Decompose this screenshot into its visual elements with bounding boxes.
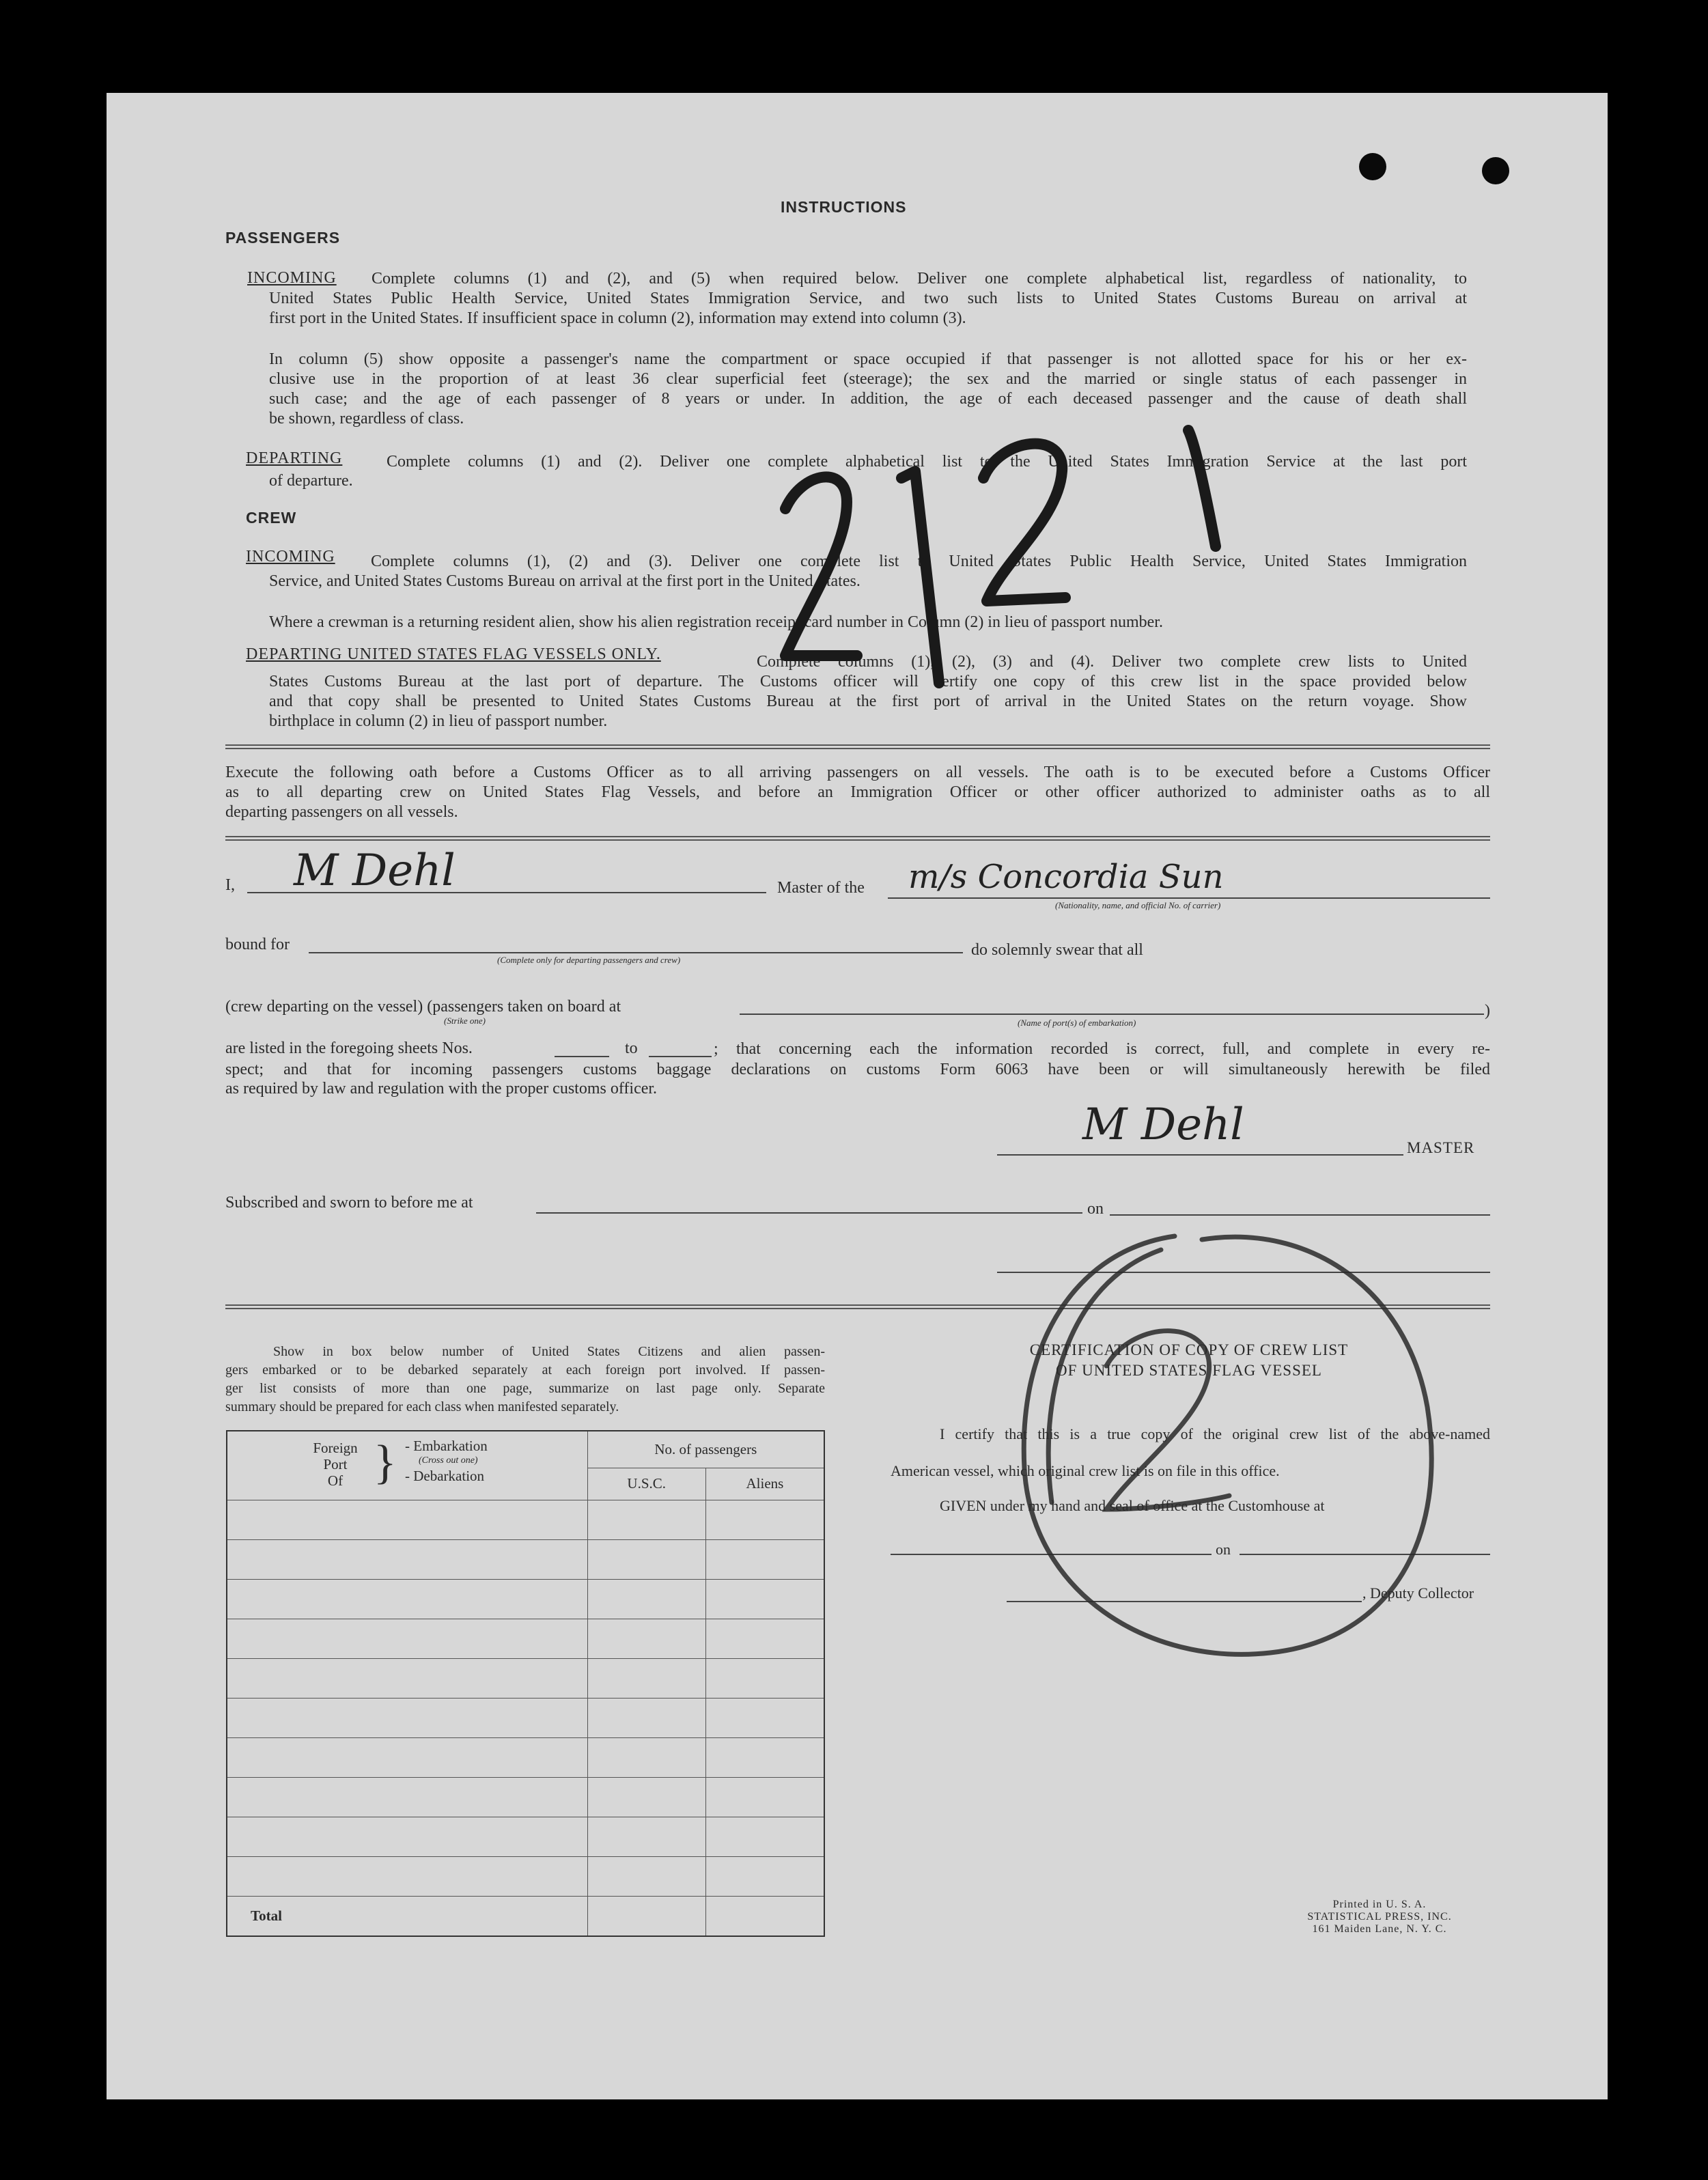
column5-text: clusive use in the proportion of at least 36 clear superficial feet (steerage); the sex and the married or single status of each passenger in bbox=[269, 370, 1467, 388]
ports-caption: (Name of port(s) of embarkation) bbox=[1018, 1018, 1136, 1028]
passengers-incoming-label: INCOMING bbox=[247, 269, 337, 287]
passengers-incoming-text: Complete columns (1) and (2), and (5) when required below. Deliver one complete alphabetical list, regardless of nationality, to bbox=[372, 270, 1467, 288]
printer-line: 161 Maiden Lane, N. Y. C. bbox=[1312, 1923, 1447, 1935]
debarkation-option[interactable]: - Debarkation bbox=[405, 1468, 485, 1484]
passengers-departing-text: of departure. bbox=[269, 472, 353, 490]
total-label: Total bbox=[227, 1897, 587, 1937]
strike-one-caption: (Strike one) bbox=[444, 1016, 486, 1026]
deputy-collector-label: , Deputy Collector bbox=[1362, 1584, 1474, 1602]
passengers-incoming-text: first port in the United States. If insufficient space in column (2), information may extend into column (3). bbox=[269, 309, 966, 327]
oath-intro: as to all departing crew on United States Flag Vessels, and before an Immigration Officer or other officer authorized to administer oaths as to all bbox=[225, 783, 1490, 801]
circled-numeral-stroke bbox=[1106, 1331, 1229, 1509]
usc-header: U.S.C. bbox=[587, 1468, 705, 1500]
numeral-2-stroke bbox=[983, 444, 1065, 601]
i-label: I, bbox=[225, 876, 235, 894]
crew-incoming-text: Complete columns (1), (2) and (3). Deliver one complete list to United States Public Health Service, United States Immigration bbox=[371, 553, 1467, 570]
crew-incoming-text: Service, and United States Customs Bureau on arrival at the first port in the United States. bbox=[269, 572, 860, 590]
crew-departing-text: and that copy shall be presented to United States Customs Bureau at the first port of arrival in the United States on the return voyage. Show bbox=[269, 693, 1467, 710]
numeral-1-stroke bbox=[1188, 430, 1216, 546]
printer-line: Printed in U. S. A. bbox=[1332, 1899, 1427, 1910]
crew-departing-label: DEPARTING UNITED STATES FLAG VESSELS ONLY. bbox=[246, 645, 661, 663]
master-label: MASTER bbox=[1407, 1139, 1475, 1156]
port-label: Port bbox=[323, 1456, 348, 1472]
oath-intro: departing passengers on all vessels. bbox=[225, 803, 458, 821]
master-of-the-label: Master of the bbox=[777, 879, 865, 897]
listed-text: as required by law and regulation with the proper customs officer. bbox=[225, 1080, 658, 1098]
given-text: GIVEN under my hand and seal of office at the Customhouse at bbox=[940, 1497, 1325, 1514]
master-signature: M Dehl bbox=[294, 846, 456, 896]
listed-text: ; that concerning each the information recorded is correct, full, and complete in every re- bbox=[714, 1040, 1490, 1058]
certification-title-line: CERTIFICATION OF COPY OF CREW LIST bbox=[1029, 1341, 1349, 1358]
vessel-name: m/s Concordia Sun bbox=[908, 858, 1224, 896]
slash-stroke bbox=[901, 471, 939, 683]
printer-line: STATISTICAL PRESS, INC. bbox=[1307, 1911, 1452, 1923]
passengers-departing-label: DEPARTING bbox=[246, 449, 343, 467]
certify-text: American vessel, which original crew list is on file in this office. bbox=[891, 1462, 1280, 1479]
brace-icon: } bbox=[374, 1436, 397, 1489]
certification-title-line: OF UNITED STATES FLAG VESSEL bbox=[1056, 1362, 1322, 1379]
crew-departing-text: birthplace in column (2) in lieu of passport number. bbox=[269, 712, 608, 730]
vessel-caption: (Nationality, name, and official No. of carrier) bbox=[1055, 900, 1221, 910]
embarkation-option[interactable]: - Embarkation bbox=[405, 1438, 488, 1454]
listed-text: spect; and that for incoming passengers customs baggage declarations on customs Form 6063 have been or will simultaneously herewith be filed bbox=[225, 1061, 1490, 1078]
page-title: INSTRUCTIONS bbox=[781, 198, 907, 216]
circled-mark bbox=[1024, 1236, 1431, 1654]
summary-intro: Show in box below number of United States Citizens and alien passen- bbox=[273, 1344, 825, 1359]
numeral-2-stroke bbox=[785, 477, 857, 656]
crew-departing-text: Complete columns (1), (2), (3) and (4). Deliver two complete crew lists to United bbox=[757, 653, 1467, 671]
bound-for-caption: (Complete only for departing passengers and crew) bbox=[497, 955, 681, 965]
passengers-incoming-text: United States Public Health Service, United States Immigration Service, and two such lists to United States Customs Bureau on arrival at bbox=[269, 290, 1467, 307]
cross-out-note: (Cross out one) bbox=[419, 1455, 478, 1466]
crew-incoming-label: INCOMING bbox=[246, 548, 335, 565]
crew-departing-strike: (crew departing on the vessel) (passengers taken on board at bbox=[225, 998, 621, 1016]
close-paren: ) bbox=[1485, 1002, 1490, 1020]
cert-on-label: on bbox=[1216, 1541, 1231, 1558]
passengers-heading: PASSENGERS bbox=[225, 229, 341, 247]
column5-text: In column (5) show opposite a passenger's name the compartment or space occupied if that passenger is not allotted space for his or her ex- bbox=[269, 350, 1467, 368]
certify-text: I certify that this is a true copy of the original crew list of the above-named bbox=[940, 1425, 1490, 1442]
crew-departing-text: States Customs Bureau at the last port of departure. The Customs officer will certify one copy of this crew list in the space provided below bbox=[269, 673, 1467, 690]
summary-intro: ger list consists of more than one page, summarize on last page only. Separate bbox=[225, 1381, 825, 1396]
aliens-header: Aliens bbox=[705, 1468, 824, 1500]
no-of-passengers-header: No. of passengers bbox=[587, 1431, 824, 1468]
listed-text: are listed in the foregoing sheets Nos. bbox=[225, 1039, 473, 1057]
subscribed-text: Subscribed and sworn to before me at bbox=[225, 1194, 473, 1212]
crew-heading: CREW bbox=[246, 509, 297, 527]
on-label: on bbox=[1087, 1200, 1104, 1218]
column5-text: such case; and the age of each passenger of 8 years or under. In addition, the age of each deceased passenger and the cause of death shall bbox=[269, 390, 1467, 408]
crewman-text: Where a crewman is a returning resident alien, show his alien registration receipt card number in Column (2) in lieu of passport number. bbox=[269, 613, 1163, 631]
circle-stroke bbox=[1024, 1236, 1431, 1654]
oath-intro: Execute the following oath before a Customs Officer as to all arriving passengers on all vessels. The oath is to be executed before a Customs Officer bbox=[225, 764, 1490, 781]
passengers-departing-text: Complete columns (1) and (2). Deliver one complete alphabetical list to the United States Immigration Service at the last port bbox=[387, 453, 1467, 471]
swear-text: do solemnly swear that all bbox=[971, 941, 1143, 959]
summary-intro: gers embarked or to be debarked separately at each foreign port involved. If passen- bbox=[225, 1362, 825, 1378]
of-label: Of bbox=[327, 1472, 344, 1489]
handwritten-number-strokes bbox=[785, 430, 1216, 683]
listed-to: to bbox=[625, 1039, 638, 1057]
foreign-label: Foreign bbox=[313, 1440, 358, 1456]
summary-intro: summary should be prepared for each class when manifested separately. bbox=[225, 1399, 619, 1414]
handwritten-number: 2/21 bbox=[0, 0, 1, 1]
column5-text: be shown, regardless of class. bbox=[269, 410, 464, 428]
bound-for-label: bound for bbox=[225, 936, 290, 953]
master-signature-2: M Dehl bbox=[1082, 1100, 1244, 1150]
